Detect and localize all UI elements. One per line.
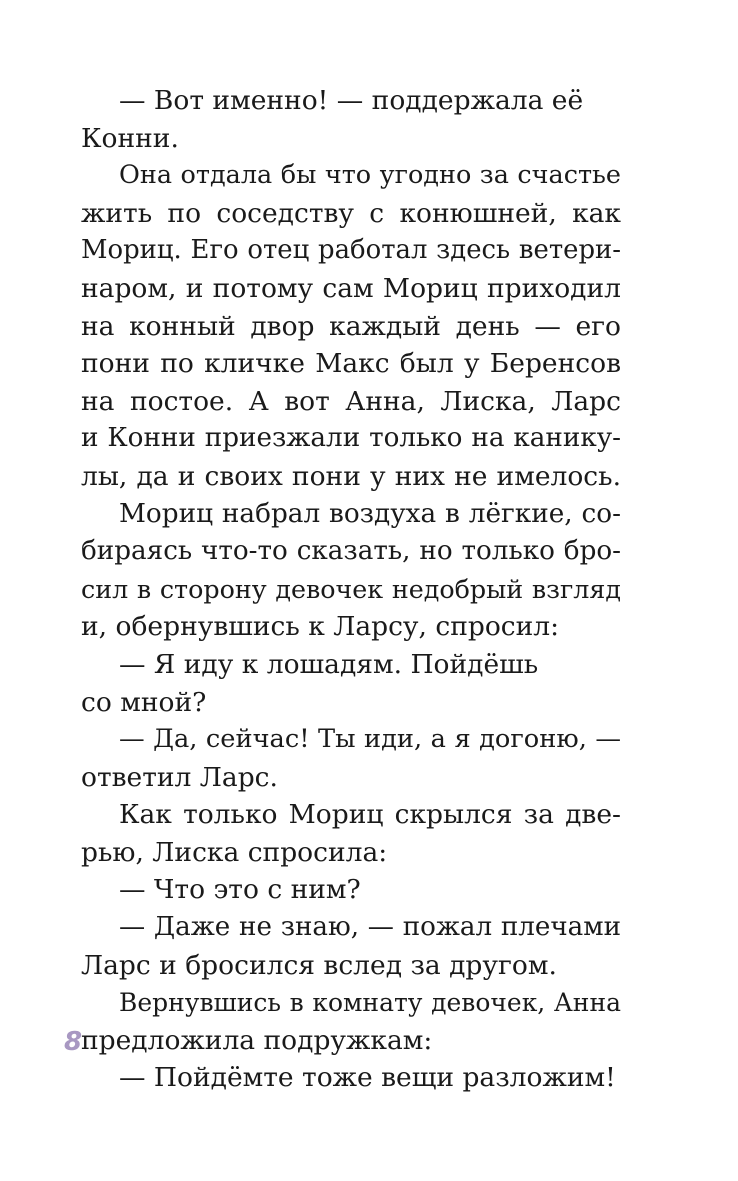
text-line: наром, и потому сам Мориц приходил xyxy=(81,272,621,304)
text-line: Ларс и бросился вслед за другом. xyxy=(81,949,557,981)
text-line: рью, Лиска спросила: xyxy=(81,836,388,868)
text-line: на конный двор каждый день — его xyxy=(81,310,621,342)
text-line: и Конни приезжали только на канику- xyxy=(81,423,621,454)
text-line: на постое. А вот Анна, Лиска, Ларс xyxy=(81,385,621,417)
text-line: Вернувшись в комнату девочек, Анна xyxy=(119,988,621,1018)
text-line: Как только Мориц скрылся за две- xyxy=(119,799,621,831)
text-line: Мориц набрал воздуха в лёгкие, со- xyxy=(119,498,621,529)
text-line: предложила подружкам: xyxy=(81,1024,433,1056)
text-line: Конни. xyxy=(81,122,179,154)
text-line: Мориц. Его отец работал здесь ветери- xyxy=(81,235,621,266)
text-line: — Даже не знаю, — пожал плечами xyxy=(119,912,621,943)
text-line: лы, да и своих пони у них не имелось. xyxy=(81,460,621,492)
text-line: Она отдала бы что угодно за счастье xyxy=(119,160,621,191)
text-line: сил в сторону девочек недобрый взгляд xyxy=(81,573,621,604)
text-line: — Пойдёмте тоже вещи разложим! xyxy=(119,1062,616,1094)
page-number: 8 xyxy=(64,1027,83,1057)
book-page-text xyxy=(81,82,621,1097)
text-line: пони по кличке Макс был у Беренсов xyxy=(81,348,621,380)
text-line: и, обернувшись к Ларсу, спросил: xyxy=(81,611,560,643)
text-line: — Да, сейчас! Ты иди, а я догоню, — xyxy=(119,724,621,755)
text-line: бираясь что-то сказать, но только бро- xyxy=(81,536,621,567)
text-line: жить по соседству с конюшней, как xyxy=(81,197,621,229)
text-line: — Что это с ним? xyxy=(119,874,361,906)
text-line: со мной? xyxy=(81,686,207,718)
text-line: — Я иду к лошадям. Пойдёшь xyxy=(119,648,539,680)
text-line: ответил Ларс. xyxy=(81,761,278,793)
text-line: — Вот именно! — поддержала её xyxy=(119,85,584,116)
